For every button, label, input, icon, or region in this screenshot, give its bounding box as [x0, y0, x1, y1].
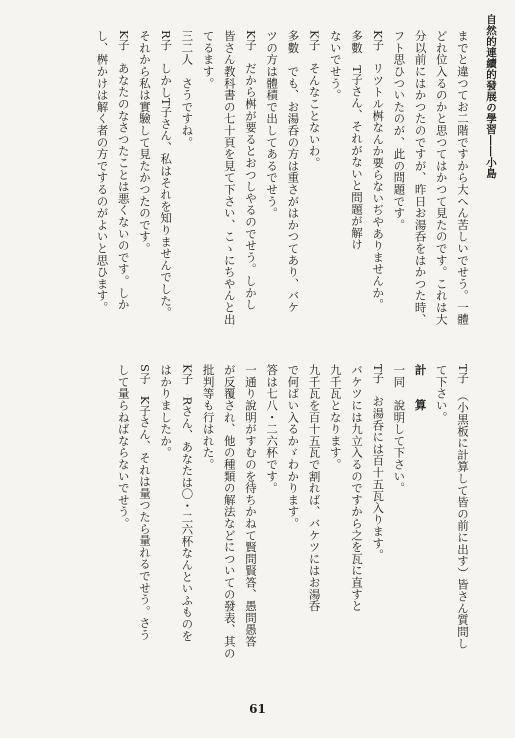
- text-line: が反覆され、他の種類の解法などについての發表、其の: [222, 364, 237, 659]
- text-line: 多數 でも、お湯呑の方は重さがはかつてあり、バケ: [286, 30, 301, 314]
- text-line: てるます。: [201, 30, 216, 89]
- text-line: 九千瓦となります。: [328, 364, 343, 471]
- text-line: 分以前にはかつたのですが、昨日お湯呑をはかつた時、: [413, 30, 428, 325]
- text-line: K子 そんなことないわ。: [307, 30, 322, 169]
- text-line: はかりましたか。: [159, 364, 174, 459]
- text-line: T子 お湯呑には百十五瓦入ります。: [371, 364, 386, 561]
- text-line: K子 あなたのなさつたことは悪くないのです。しか: [116, 30, 131, 311]
- text-line: バケツには九立入るのですから之を瓦に直すと: [349, 364, 364, 612]
- text-line: 批判等も行はれた。: [201, 364, 216, 471]
- text-line: 答は七八・二六杯です。: [265, 364, 280, 494]
- text-line: し、桝かけは解く者の方でするのがよいと思ひます。: [95, 30, 110, 314]
- text-line: 多數 T子さん、それがないと問題が解け: [349, 30, 364, 251]
- running-header: 自然的連續的發展の學習――小島: [485, 14, 497, 179]
- page-number: 61: [249, 702, 266, 716]
- text-line: 一通り說明がすむのを待ちかねて賢問賢答、愚問愚答: [243, 364, 258, 648]
- text-line: K子 Rさん、あなたは〇・二六杯なんといふものを: [180, 364, 195, 642]
- text-line: フト思ひついたのが、此の問題です。: [392, 30, 407, 231]
- text-line: 三二人 さうですね。: [180, 30, 195, 148]
- section-heading: 計 算: [413, 364, 428, 417]
- text-line: K子 だから桝が要るとおつしやるのでせう。しかし: [243, 30, 258, 311]
- text-line: 九千瓦を百十五瓦で割れば、バケツにはお湯呑: [307, 364, 322, 612]
- upper-text-block: [58, 30, 473, 348]
- text-line: して量らねばならないでせう。: [116, 364, 131, 530]
- text-line: それから私は實驗して見たかつたのです。: [137, 30, 152, 255]
- text-line: R子 しかしT子さん、私はそれを知りませんでした。: [159, 30, 174, 319]
- text-line: ツの方は體積で出してあるでせう。: [265, 30, 280, 219]
- text-line: て下さい。: [434, 364, 449, 423]
- text-line: ないでせう。: [328, 30, 343, 101]
- text-line: で何ばい入るかゞわかります。: [286, 364, 301, 530]
- text-line: S子 K子さん、それは量つたら量れるでせう。さう: [137, 364, 152, 641]
- text-line: 皆さん教科書の七十頁を見て下さい、こゝにちやんと出: [222, 30, 237, 325]
- text-line: T子 （小黒板に計算して皆の前に出す）皆さん質問し: [456, 364, 470, 650]
- text-line: どれ位入るのかと思つてはかつて見たのです。これは大: [434, 30, 449, 325]
- lower-text-block: [58, 364, 473, 694]
- text-line: 一同 說明して下さい。: [392, 364, 407, 494]
- text-line: までと違つてお二階ですから大へん苦しいでせう。一體: [456, 30, 470, 325]
- text-line: K子 リツトル桝なんか要らないぢやありませんか。: [371, 30, 386, 311]
